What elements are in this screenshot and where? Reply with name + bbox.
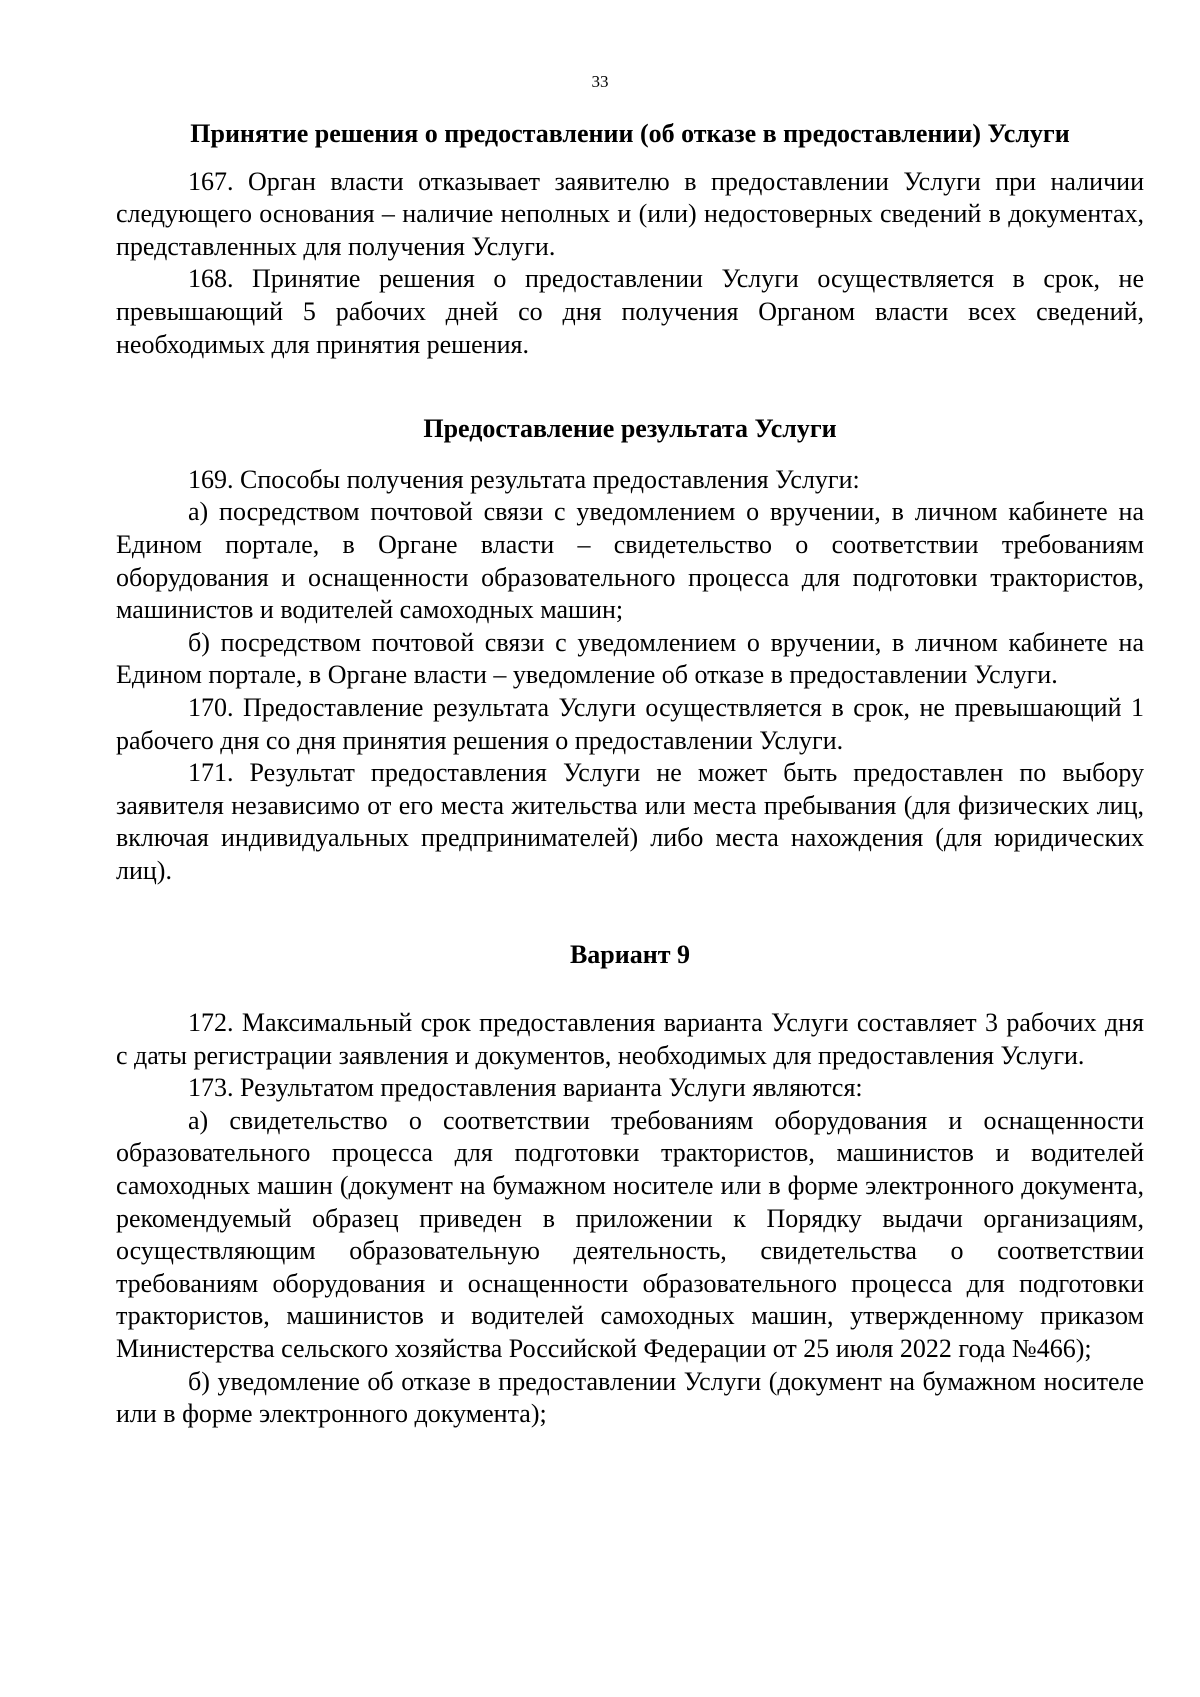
paragraph-170: 170. Предоставление результата Услуги осуществляется в срок, не превышающий 1 рабочего дня со дня принятия решения о предоставлении Услуги. — [116, 692, 1144, 755]
section-variant-9 — [116, 939, 1144, 1430]
page-number: 33 — [591, 72, 609, 91]
paragraph-171: 171. Результат предоставления Услуги не может быть предоставлен по выбору заявителя независимо от его места жительства или места пребывания (для физических лиц, включая индивидуальных предпринимателей) либо места нахождения (для юридических лиц). — [116, 758, 1144, 885]
section-decision — [116, 118, 1144, 361]
paragraph-169-b: б) посредством почтовой связи с уведомлением о вручении, в личном кабинете на Едином портале, в Органе власти – уведомление об отказе в предоставлении Услуги. — [116, 627, 1144, 690]
paragraph-172: 172. Максимальный срок предоставления варианта Услуги составляет 3 рабочих дня с даты регистрации заявления и документов, необходимых для предоставления Услуги. — [116, 1008, 1144, 1070]
paragraph-173-a: а) свидетельство о соответствии требованиям оборудования и оснащенности образовательного процесса для подготовки трактористов, машинистов и водителей самоходных машин (документ на бумажном носителе или в форме электронного документа, рекомендуемый образец приведен в приложении к Порядку выдачи организациям, осуществляющим образовательную деятельность, свидетельства о соответствии требованиям оборудования и оснащенности образовательного процесса для подготовки трактористов, машинистов и водителей самоходных машин, утвержденному приказом Министерства сельского хозяйства Российской Федерации от 25 июля 2022 года №466); — [116, 1105, 1144, 1363]
paragraph-173: 173. Результатом предоставления варианта Услуги являются: — [188, 1073, 863, 1103]
paragraph-169-a: а) посредством почтовой связи с уведомлением о вручении, в личном кабинете на Едином портале, в Органе власти – свидетельство о соответствии требованиям оборудования и оснащенности образовательного процесса для подготовки трактористов, машинистов и водителей самоходных машин; — [116, 497, 1144, 625]
section-result-delivery — [116, 413, 1144, 887]
paragraph-169: 169. Способы получения результата предоставления Услуги: — [188, 464, 860, 494]
section-heading: Принятие решения о предоставлении (об отказе в предоставлении) Услуги — [190, 119, 1070, 148]
document-body — [116, 118, 1144, 1431]
section-heading: Вариант 9 — [569, 940, 691, 970]
section-heading: Предоставление результата Услуги — [423, 414, 837, 444]
paragraph-167: 167. Орган власти отказывает заявителю в предоставлении Услуги при наличии следующего основания – наличие неполных и (или) недостоверных сведений в документах, представленных для получения Услуги. — [116, 166, 1144, 261]
paragraph-173-b: б) уведомление об отказе в предоставлении Услуги (документ на бумажном носителе или в форме электронного документа); — [116, 1366, 1144, 1429]
paragraph-168: 168. Принятие решения о предоставлении Услуги осуществляется в срок, не превышающий 5 рабочих дней со дня получения Органом власти всех сведений, необходимых для принятия решения. — [116, 264, 1144, 359]
